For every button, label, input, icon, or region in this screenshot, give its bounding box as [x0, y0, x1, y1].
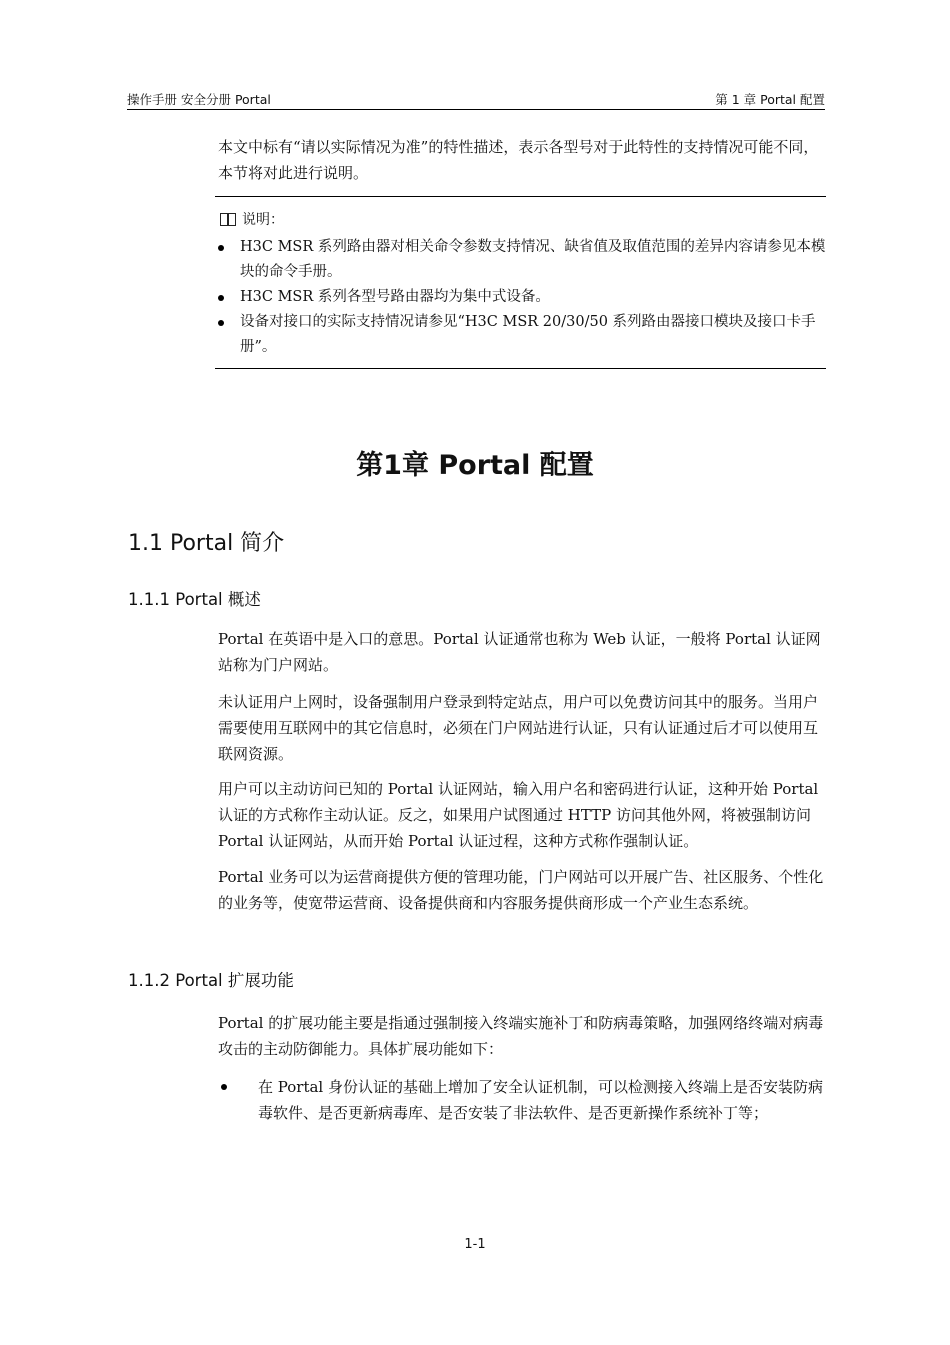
paragraph: 用户可以主动访问已知的 Portal 认证网站，输入用户名和密码进行认证，这种开始 Portal 认证的方式称作主动认证。反之，如果用户试图通过 HTTP 访问其他外网，将被强制访问 Portal 认证网站，从而开始 Portal 认证过程，这种方式称作强制认证。: [218, 780, 819, 850]
note-item: [215, 310, 826, 360]
intro-paragraph: 本文中标有“请以实际情况为准”的特性描述，表示各型号对于此特性的支持情况可能不同，本节将对此进行说明。: [218, 138, 819, 182]
note-title-text: 说明：: [242, 212, 284, 228]
note-box: [215, 196, 826, 369]
paragraph: Portal 在英语中是入口的意思。Portal 认证通常也称为 Web 认证，一般将 Portal 认证网站称为门户网站。: [218, 630, 821, 674]
list-item: [218, 1074, 824, 1126]
paragraph: Portal 的扩展功能主要是指通过强制接入终端实施补丁和防病毒策略，加强网络终端对病毒攻击的主动防御能力。具体扩展功能如下：: [218, 1014, 824, 1058]
note-item-text: H3C MSR 系列各型号路由器均为集中式设备。: [240, 289, 550, 305]
note-item-text: 设备对接口的实际支持情况请参见“H3C MSR 20/30/50 系列路由器接口模块及接口卡手册”。: [240, 314, 816, 355]
bullet-icon: [218, 245, 224, 251]
section-1-1-1-heading: 1.1.1 Portal 概述: [128, 590, 261, 609]
note-item-text: H3C MSR 系列路由器对相关命令参数支持情况、缺省值及取值范围的差异内容请参见本模块的命令手册。: [240, 239, 826, 280]
paragraph: 未认证用户上网时，设备强制用户登录到特定站点，用户可以免费访问其中的服务。当用户需要使用互联网中的其它信息时，必须在门户网站进行认证，只有认证通过后才可以使用互联网资源。: [218, 693, 819, 763]
bullet-icon: [221, 1084, 227, 1090]
chapter-title: 第1章 Portal 配置: [356, 450, 594, 481]
page-header: [127, 88, 825, 110]
section-1-1-heading: 1.1 Portal 简介: [128, 531, 285, 556]
note-title: [220, 209, 284, 229]
note-list: [215, 235, 826, 360]
header-right: 第 1 章 Portal 配置: [715, 92, 825, 107]
page-number: 1-1: [464, 1237, 486, 1252]
note-item: [215, 235, 826, 285]
list-item-text: 在 Portal 身份认证的基础上增加了安全认证机制，可以检测接入终端上是否安装防病毒软件、是否更新病毒库、是否安装了非法软件、是否更新操作系统补丁等；: [258, 1078, 823, 1122]
section-1-1-2-heading: 1.1.2 Portal 扩展功能: [128, 971, 294, 990]
bullet-icon: [218, 320, 224, 326]
paragraph: Portal 业务可以为运营商提供方便的管理功能，门户网站可以开展广告、社区服务、个性化的业务等，使宽带运营商、设备提供商和内容服务提供商形成一个产业生态系统。: [218, 868, 824, 912]
bullet-icon: [218, 295, 224, 301]
header-left: 操作手册 安全分册 Portal: [127, 92, 271, 107]
note-item: [215, 285, 826, 310]
book-icon: [220, 213, 236, 225]
